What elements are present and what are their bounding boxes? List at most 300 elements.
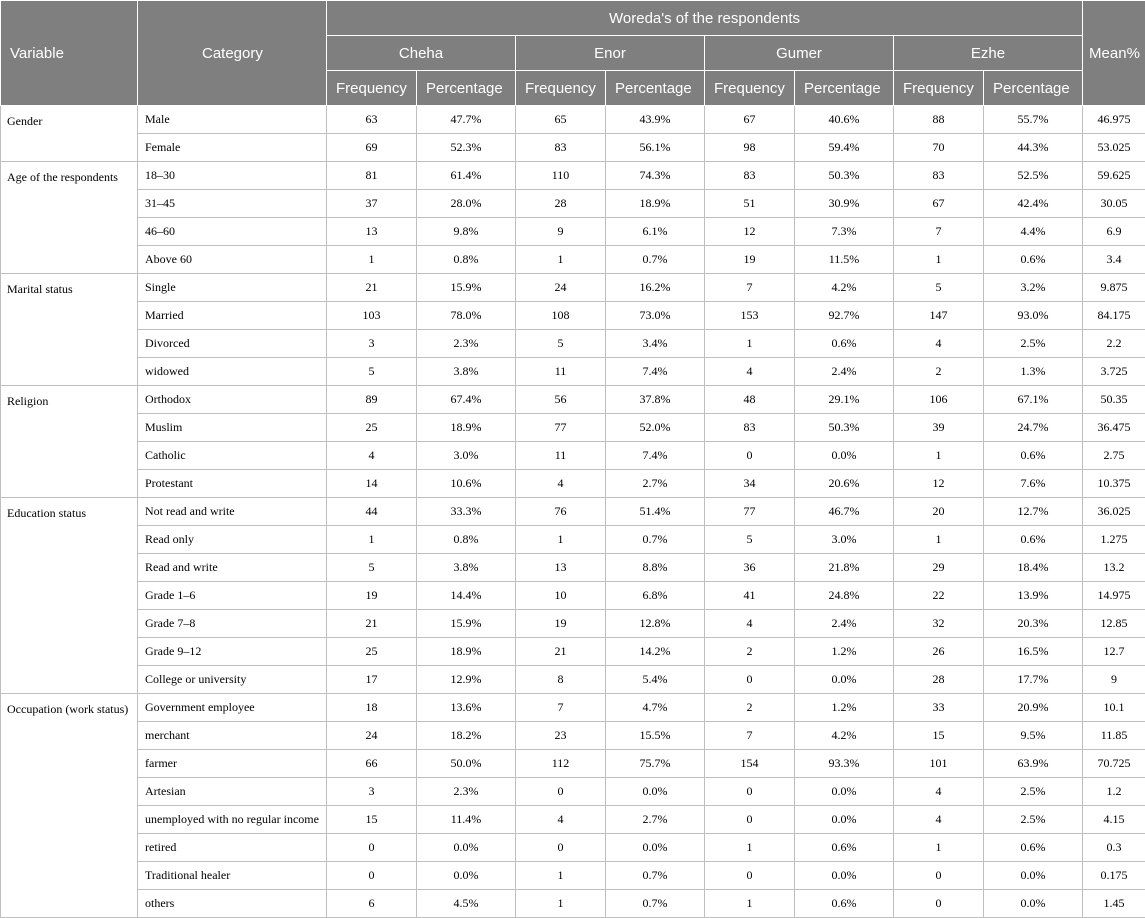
percentage-cell: 3.2% — [984, 274, 1083, 302]
frequency-cell: 34 — [705, 470, 795, 498]
percentage-cell: 2.7% — [606, 470, 705, 498]
variable-cell: Age of the respondents — [1, 162, 138, 274]
frequency-cell: 10 — [516, 582, 606, 610]
table-row — [1, 414, 1145, 442]
table-row — [1, 778, 1145, 806]
percentage-cell: 46.7% — [795, 498, 894, 526]
percentage-cell: 7.3% — [795, 218, 894, 246]
frequency-cell: 18 — [327, 694, 417, 722]
percentage-cell: 15.5% — [606, 722, 705, 750]
frequency-cell: 24 — [516, 274, 606, 302]
frequency-cell: 1 — [516, 526, 606, 554]
category-cell: College or university — [138, 666, 327, 694]
percentage-cell: 40.6% — [795, 106, 894, 134]
mean-header: Mean% — [1083, 1, 1145, 106]
percentage-cell: 0.7% — [606, 890, 705, 918]
percentage-cell: 55.7% — [984, 106, 1083, 134]
frequency-cell: 5 — [327, 358, 417, 386]
frequency-cell: 2 — [705, 694, 795, 722]
table-row — [1, 750, 1145, 778]
percentage-header: Percentage — [984, 71, 1083, 106]
percentage-cell: 11.5% — [795, 246, 894, 274]
frequency-cell: 81 — [327, 162, 417, 190]
percentage-cell: 0.8% — [417, 246, 516, 274]
percentage-cell: 30.9% — [795, 190, 894, 218]
percentage-cell: 4.2% — [795, 274, 894, 302]
percentage-cell: 2.3% — [417, 330, 516, 358]
percentage-cell: 3.4% — [606, 330, 705, 358]
table-row — [1, 806, 1145, 834]
frequency-cell: 66 — [327, 750, 417, 778]
frequency-cell: 3 — [327, 778, 417, 806]
percentage-cell: 0.6% — [984, 246, 1083, 274]
category-cell: Read and write — [138, 554, 327, 582]
frequency-cell: 77 — [516, 414, 606, 442]
category-cell: retired — [138, 834, 327, 862]
mean-cell: 36.475 — [1083, 414, 1145, 442]
percentage-cell: 17.7% — [984, 666, 1083, 694]
table-row — [1, 610, 1145, 638]
percentage-cell: 3.0% — [417, 442, 516, 470]
mean-cell: 9 — [1083, 666, 1145, 694]
mean-cell: 3.725 — [1083, 358, 1145, 386]
mean-cell: 36.025 — [1083, 498, 1145, 526]
percentage-cell: 8.8% — [606, 554, 705, 582]
frequency-cell: 28 — [516, 190, 606, 218]
frequency-cell: 25 — [327, 414, 417, 442]
frequency-cell: 7 — [705, 722, 795, 750]
frequency-cell: 12 — [894, 470, 984, 498]
frequency-cell: 5 — [516, 330, 606, 358]
frequency-cell: 8 — [516, 666, 606, 694]
percentage-cell: 0.0% — [984, 890, 1083, 918]
frequency-cell: 83 — [705, 414, 795, 442]
table-row — [1, 386, 1145, 414]
mean-cell: 13.2 — [1083, 554, 1145, 582]
percentage-cell: 2.4% — [795, 610, 894, 638]
mean-cell: 6.9 — [1083, 218, 1145, 246]
percentage-cell: 0.6% — [795, 330, 894, 358]
percentage-cell: 0.0% — [984, 862, 1083, 890]
frequency-cell: 108 — [516, 302, 606, 330]
frequency-cell: 103 — [327, 302, 417, 330]
mean-cell: 2.2 — [1083, 330, 1145, 358]
percentage-cell: 13.6% — [417, 694, 516, 722]
frequency-cell: 23 — [516, 722, 606, 750]
percentage-cell: 3.8% — [417, 554, 516, 582]
percentage-cell: 14.2% — [606, 638, 705, 666]
category-cell: Not read and write — [138, 498, 327, 526]
percentage-cell: 12.9% — [417, 666, 516, 694]
category-cell: others — [138, 890, 327, 918]
frequency-cell: 7 — [705, 274, 795, 302]
percentage-cell: 0.0% — [417, 834, 516, 862]
percentage-cell: 0.7% — [606, 862, 705, 890]
category-cell: Read only — [138, 526, 327, 554]
percentage-cell: 18.4% — [984, 554, 1083, 582]
percentage-cell: 0.0% — [795, 862, 894, 890]
frequency-cell: 19 — [516, 610, 606, 638]
table-row — [1, 722, 1145, 750]
frequency-cell: 21 — [327, 610, 417, 638]
category-cell: Grade 9–12 — [138, 638, 327, 666]
frequency-cell: 11 — [516, 442, 606, 470]
percentage-cell: 0.6% — [795, 834, 894, 862]
percentage-cell: 4.2% — [795, 722, 894, 750]
percentage-cell: 50.3% — [795, 162, 894, 190]
percentage-cell: 75.7% — [606, 750, 705, 778]
frequency-cell: 6 — [327, 890, 417, 918]
frequency-cell: 1 — [894, 246, 984, 274]
table-row — [1, 498, 1145, 526]
mean-cell: 10.1 — [1083, 694, 1145, 722]
percentage-cell: 1.2% — [795, 694, 894, 722]
table-row — [1, 190, 1145, 218]
percentage-cell: 42.4% — [984, 190, 1083, 218]
frequency-cell: 0 — [516, 834, 606, 862]
frequency-cell: 21 — [516, 638, 606, 666]
woreda-name-header: Gumer — [705, 36, 894, 71]
frequency-cell: 83 — [894, 162, 984, 190]
percentage-cell: 50.0% — [417, 750, 516, 778]
frequency-cell: 44 — [327, 498, 417, 526]
category-cell: Government employee — [138, 694, 327, 722]
category-cell: merchant — [138, 722, 327, 750]
frequency-cell: 21 — [327, 274, 417, 302]
percentage-cell: 28.0% — [417, 190, 516, 218]
percentage-cell: 0.0% — [795, 778, 894, 806]
frequency-cell: 1 — [705, 834, 795, 862]
frequency-cell: 106 — [894, 386, 984, 414]
percentage-cell: 6.8% — [606, 582, 705, 610]
frequency-cell: 28 — [894, 666, 984, 694]
frequency-cell: 29 — [894, 554, 984, 582]
percentage-cell: 73.0% — [606, 302, 705, 330]
percentage-cell: 12.8% — [606, 610, 705, 638]
percentage-cell: 20.9% — [984, 694, 1083, 722]
percentage-cell: 2.5% — [984, 330, 1083, 358]
frequency-cell: 39 — [894, 414, 984, 442]
frequency-cell: 1 — [327, 526, 417, 554]
percentage-cell: 0.0% — [606, 834, 705, 862]
percentage-cell: 0.0% — [795, 666, 894, 694]
frequency-cell: 22 — [894, 582, 984, 610]
category-cell: Traditional healer — [138, 862, 327, 890]
percentage-cell: 2.5% — [984, 778, 1083, 806]
category-cell: Male — [138, 106, 327, 134]
frequency-cell: 88 — [894, 106, 984, 134]
frequency-cell: 83 — [516, 134, 606, 162]
table-row — [1, 862, 1145, 890]
mean-cell: 53.025 — [1083, 134, 1145, 162]
frequency-cell: 0 — [705, 442, 795, 470]
percentage-cell: 7.4% — [606, 358, 705, 386]
table-row — [1, 638, 1145, 666]
variable-cell: Education status — [1, 498, 138, 694]
table-row — [1, 134, 1145, 162]
mean-cell: 11.85 — [1083, 722, 1145, 750]
percentage-cell: 20.6% — [795, 470, 894, 498]
frequency-cell: 1 — [327, 246, 417, 274]
percentage-cell: 16.2% — [606, 274, 705, 302]
category-cell: Single — [138, 274, 327, 302]
percentage-cell: 0.6% — [984, 834, 1083, 862]
category-cell: Catholic — [138, 442, 327, 470]
frequency-cell: 48 — [705, 386, 795, 414]
percentage-cell: 7.4% — [606, 442, 705, 470]
percentage-cell: 29.1% — [795, 386, 894, 414]
category-cell: 31–45 — [138, 190, 327, 218]
frequency-cell: 11 — [516, 358, 606, 386]
frequency-cell: 147 — [894, 302, 984, 330]
woreda-name-header: Enor — [516, 36, 705, 71]
frequency-cell: 7 — [894, 218, 984, 246]
category-cell: unemployed with no regular income — [138, 806, 327, 834]
frequency-cell: 69 — [327, 134, 417, 162]
mean-cell: 1.2 — [1083, 778, 1145, 806]
frequency-cell: 101 — [894, 750, 984, 778]
percentage-cell: 12.7% — [984, 498, 1083, 526]
percentage-cell: 10.6% — [417, 470, 516, 498]
frequency-cell: 13 — [327, 218, 417, 246]
frequency-cell: 15 — [894, 722, 984, 750]
percentage-cell: 18.2% — [417, 722, 516, 750]
percentage-cell: 1.3% — [984, 358, 1083, 386]
frequency-cell: 154 — [705, 750, 795, 778]
frequency-cell: 4 — [327, 442, 417, 470]
table-body — [1, 106, 1145, 918]
percentage-cell: 1.2% — [795, 638, 894, 666]
percentage-cell: 24.8% — [795, 582, 894, 610]
percentage-cell: 9.8% — [417, 218, 516, 246]
percentage-cell: 18.9% — [606, 190, 705, 218]
percentage-header: Percentage — [417, 71, 516, 106]
table-row — [1, 358, 1145, 386]
category-cell: Divorced — [138, 330, 327, 358]
frequency-cell: 19 — [327, 582, 417, 610]
percentage-cell: 18.9% — [417, 638, 516, 666]
category-cell: Muslim — [138, 414, 327, 442]
category-cell: widowed — [138, 358, 327, 386]
frequency-cell: 4 — [894, 806, 984, 834]
mean-cell: 46.975 — [1083, 106, 1145, 134]
mean-cell: 84.175 — [1083, 302, 1145, 330]
percentage-cell: 93.3% — [795, 750, 894, 778]
category-cell: Protestant — [138, 470, 327, 498]
frequency-cell: 24 — [327, 722, 417, 750]
frequency-cell: 26 — [894, 638, 984, 666]
frequency-cell: 1 — [894, 834, 984, 862]
category-cell: 46–60 — [138, 218, 327, 246]
frequency-cell: 1 — [705, 330, 795, 358]
percentage-cell: 67.1% — [984, 386, 1083, 414]
frequency-cell: 0 — [705, 862, 795, 890]
category-cell: Grade 7–8 — [138, 610, 327, 638]
frequency-cell: 19 — [705, 246, 795, 274]
frequency-cell: 1 — [516, 862, 606, 890]
frequency-cell: 0 — [894, 890, 984, 918]
frequency-cell: 2 — [894, 358, 984, 386]
frequency-header: Frequency — [705, 71, 795, 106]
percentage-cell: 37.8% — [606, 386, 705, 414]
percentage-cell: 78.0% — [417, 302, 516, 330]
table-row — [1, 582, 1145, 610]
frequency-cell: 15 — [327, 806, 417, 834]
woreda-name-header: Cheha — [327, 36, 516, 71]
table-row — [1, 834, 1145, 862]
frequency-cell: 4 — [894, 778, 984, 806]
percentage-cell: 9.5% — [984, 722, 1083, 750]
percentage-cell: 0.0% — [795, 442, 894, 470]
category-cell: Above 60 — [138, 246, 327, 274]
percentage-cell: 63.9% — [984, 750, 1083, 778]
percentage-cell: 0.7% — [606, 526, 705, 554]
frequency-cell: 70 — [894, 134, 984, 162]
percentage-cell: 3.8% — [417, 358, 516, 386]
mean-cell: 59.625 — [1083, 162, 1145, 190]
frequency-header: Frequency — [894, 71, 984, 106]
percentage-cell: 15.9% — [417, 274, 516, 302]
frequency-cell: 112 — [516, 750, 606, 778]
percentage-cell: 56.1% — [606, 134, 705, 162]
percentage-cell: 67.4% — [417, 386, 516, 414]
percentage-cell: 52.5% — [984, 162, 1083, 190]
percentage-cell: 74.3% — [606, 162, 705, 190]
table-header — [1, 1, 1145, 106]
frequency-cell: 89 — [327, 386, 417, 414]
mean-cell: 4.15 — [1083, 806, 1145, 834]
percentage-cell: 2.4% — [795, 358, 894, 386]
percentage-cell: 3.0% — [795, 526, 894, 554]
frequency-cell: 1 — [894, 526, 984, 554]
frequency-cell: 67 — [705, 106, 795, 134]
mean-cell: 0.3 — [1083, 834, 1145, 862]
woreda-header: Woreda's of the respondents — [327, 1, 1083, 36]
percentage-header: Percentage — [606, 71, 705, 106]
mean-cell: 1.275 — [1083, 526, 1145, 554]
percentage-cell: 43.9% — [606, 106, 705, 134]
frequency-cell: 7 — [516, 694, 606, 722]
frequency-cell: 33 — [894, 694, 984, 722]
frequency-cell: 41 — [705, 582, 795, 610]
percentage-cell: 0.6% — [984, 526, 1083, 554]
table-row — [1, 330, 1145, 358]
variable-header: Variable — [1, 1, 138, 106]
percentage-cell: 16.5% — [984, 638, 1083, 666]
percentage-cell: 20.3% — [984, 610, 1083, 638]
category-cell: Orthodox — [138, 386, 327, 414]
category-cell: Grade 1–6 — [138, 582, 327, 610]
table-row — [1, 274, 1145, 302]
percentage-cell: 0.6% — [795, 890, 894, 918]
mean-cell: 10.375 — [1083, 470, 1145, 498]
mean-cell: 12.7 — [1083, 638, 1145, 666]
frequency-cell: 110 — [516, 162, 606, 190]
category-cell: 18–30 — [138, 162, 327, 190]
frequency-cell: 0 — [894, 862, 984, 890]
table-row — [1, 666, 1145, 694]
percentage-cell: 7.6% — [984, 470, 1083, 498]
frequency-cell: 0 — [705, 806, 795, 834]
frequency-cell: 5 — [894, 274, 984, 302]
frequency-cell: 1 — [516, 246, 606, 274]
frequency-cell: 4 — [705, 358, 795, 386]
frequency-cell: 0 — [705, 778, 795, 806]
frequency-cell: 3 — [327, 330, 417, 358]
frequency-cell: 63 — [327, 106, 417, 134]
frequency-cell: 0 — [705, 666, 795, 694]
mean-cell: 3.4 — [1083, 246, 1145, 274]
frequency-cell: 25 — [327, 638, 417, 666]
frequency-cell: 1 — [894, 442, 984, 470]
frequency-cell: 56 — [516, 386, 606, 414]
percentage-cell: 6.1% — [606, 218, 705, 246]
frequency-cell: 153 — [705, 302, 795, 330]
percentage-cell: 18.9% — [417, 414, 516, 442]
frequency-cell: 5 — [705, 526, 795, 554]
percentage-cell: 0.0% — [417, 862, 516, 890]
percentage-cell: 2.7% — [606, 806, 705, 834]
woreda-name-header: Ezhe — [894, 36, 1083, 71]
table-row — [1, 526, 1145, 554]
frequency-cell: 14 — [327, 470, 417, 498]
frequency-cell: 4 — [894, 330, 984, 358]
percentage-cell: 47.7% — [417, 106, 516, 134]
frequency-cell: 65 — [516, 106, 606, 134]
percentage-cell: 33.3% — [417, 498, 516, 526]
variable-cell: Marital status — [1, 274, 138, 386]
table-row — [1, 470, 1145, 498]
percentage-cell: 4.7% — [606, 694, 705, 722]
frequency-cell: 5 — [327, 554, 417, 582]
percentage-cell: 92.7% — [795, 302, 894, 330]
table-row — [1, 442, 1145, 470]
percentage-cell: 0.0% — [795, 806, 894, 834]
percentage-cell: 4.4% — [984, 218, 1083, 246]
frequency-cell: 76 — [516, 498, 606, 526]
frequency-cell: 77 — [705, 498, 795, 526]
variable-cell: Occupation (work status) — [1, 694, 138, 918]
percentage-cell: 2.3% — [417, 778, 516, 806]
percentage-cell: 11.4% — [417, 806, 516, 834]
mean-cell: 70.725 — [1083, 750, 1145, 778]
category-header: Category — [138, 1, 327, 106]
table-row — [1, 162, 1145, 190]
percentage-cell: 21.8% — [795, 554, 894, 582]
percentage-cell: 0.8% — [417, 526, 516, 554]
frequency-cell: 2 — [705, 638, 795, 666]
frequency-cell: 1 — [705, 890, 795, 918]
table-row — [1, 106, 1145, 134]
frequency-cell: 67 — [894, 190, 984, 218]
frequency-cell: 37 — [327, 190, 417, 218]
frequency-cell: 17 — [327, 666, 417, 694]
percentage-cell: 52.0% — [606, 414, 705, 442]
frequency-cell: 4 — [516, 470, 606, 498]
percentage-cell: 24.7% — [984, 414, 1083, 442]
frequency-cell: 4 — [705, 610, 795, 638]
frequency-cell: 13 — [516, 554, 606, 582]
table-row — [1, 302, 1145, 330]
frequency-cell: 4 — [516, 806, 606, 834]
table-row — [1, 218, 1145, 246]
category-cell: Artesian — [138, 778, 327, 806]
mean-cell: 14.975 — [1083, 582, 1145, 610]
frequency-cell: 12 — [705, 218, 795, 246]
table-row — [1, 890, 1145, 918]
percentage-cell: 0.0% — [606, 778, 705, 806]
percentage-cell: 61.4% — [417, 162, 516, 190]
